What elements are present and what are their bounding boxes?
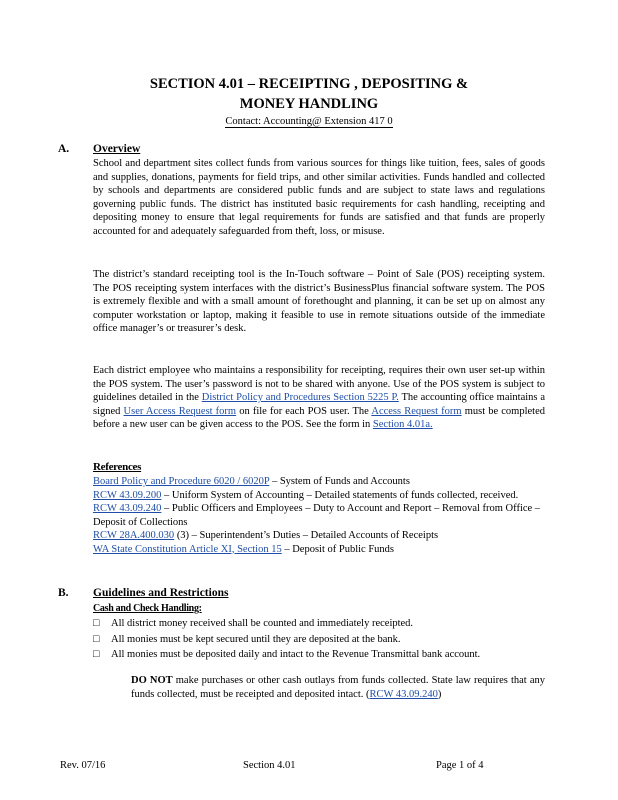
reference-item (93, 489, 545, 503)
footer-revision: Rev. 07/16 (60, 760, 106, 771)
note-end: ) (437, 688, 442, 700)
section-b-letter: B. (58, 587, 69, 599)
para3-text-b: The accounting office maintains a signed (93, 392, 546, 417)
reference-item (93, 502, 545, 529)
section-a-letter: A. (58, 143, 70, 155)
reference-link[interactable]: RCW 43.09.240 (93, 503, 162, 514)
references-list (93, 475, 545, 556)
reference-link[interactable]: WA State Constitution Article XI, Section 15 (93, 543, 282, 555)
rcw-link[interactable]: RCW 43.09.240 (369, 688, 438, 700)
overview-paragraph-1: School and department sites collect funds from various sources for things like tuition, fees, sales of goods and supplies, donations, payments for field trips, and other similar activities. Funds handled and collected by schools and departments are considered public funds and are subject to state laws and regulations governing public funds. The district has instituted basic requirements for cash handling, receipting and depositing money to ensure that legal requirements for funds are satisfied and that funds are properly accounted for and adequately safeguarded from theft, loss, or misuse. (93, 158, 545, 237)
overview-paragraph-3 (93, 364, 545, 432)
section-title-line1: SECTION 4.01 – RECEIPTING , DEPOSITING & (149, 76, 469, 92)
guidelines-heading: Guidelines and Restrictions (93, 587, 229, 599)
reference-text: – System of Funds and Accounts (269, 476, 410, 487)
reference-item (93, 475, 545, 489)
reference-link[interactable]: Board Policy and Procedure 6020 / 6020P (93, 476, 270, 487)
overview-heading: Overview (93, 143, 141, 155)
access-request-form-link[interactable]: Access Request form (371, 405, 462, 417)
reference-link[interactable]: RCW 28A.400.030 (93, 530, 175, 541)
bullet-item (93, 617, 545, 631)
do-not-label: DO NOT (131, 675, 173, 686)
bullet-item (93, 633, 545, 647)
para3-text-a: Each district employee who maintains a responsibility for receipting, requires their own user set-up within the POS system. The user’s password is not to be shared with anyone. Use of the POS system is subject to guidelines detailed in the (93, 365, 545, 403)
do-not-note (131, 674, 545, 701)
contact-line (0, 115, 618, 129)
cash-check-subheading: Cash and Check Handling: (93, 603, 202, 614)
bullet-text: All district money received shall be counted and immediately receipted. (111, 618, 414, 629)
note-text: make purchases or other cash outlays from funds collected. State law requires that any funds collected, must be receipted and deposited intact. ( (131, 675, 545, 700)
para3-text-d: must be completed before a new user can be given access to the POS. See the form in (93, 405, 545, 430)
bullet-text: All monies must be deposited daily and intact to the Revenue Transmittal bank account. (111, 649, 481, 660)
user-access-request-link[interactable]: User Access Request form (123, 405, 237, 417)
overview-paragraph-2: The district’s standard receipting tool is the In-Touch software – Point of Sale (POS) receipting system. The POS receipting system interfaces with the district’s BusinessPlus financial software system. The POS is extremely flexible and with a small amount of forethought and planning, it can be set up on almost any computer workstation or laptop, making it feasible to use in remote situations outside of the immediate office manager’s or treasurer’s desk. (93, 269, 545, 334)
bullet-text: All monies must be kept secured until they are deposited at the bank. (111, 633, 401, 645)
para3-text-c: on file for each POS user. The (236, 405, 372, 417)
district-policy-link[interactable]: District Policy and Procedures Section 5225 P. (201, 392, 399, 403)
footer-section: Section 4.01 (243, 760, 296, 771)
reference-text: (3) – Superintendent’s Duties – Detailed Accounts of Receipts (174, 530, 439, 541)
reference-text: – Public Officers and Employees – Duty to Account and Report – Removal from Office – Deposit of Collections (93, 503, 541, 528)
bullet-item (93, 648, 545, 662)
cash-handling-bullets (93, 617, 545, 662)
checkbox-bullet-icon: □ (93, 649, 100, 660)
footer-page-number: Page 1 of 4 (436, 760, 484, 771)
section-401a-link[interactable]: Section 4.01a. (372, 419, 433, 430)
reference-text: – Deposit of Public Funds (281, 543, 394, 555)
checkbox-bullet-icon: □ (93, 633, 100, 645)
contact-text: Contact: Accounting@ Extension 417 0 (225, 116, 393, 127)
checkbox-bullet-icon: □ (93, 618, 100, 629)
reference-item (93, 543, 545, 557)
section-title-line2: MONEY HANDLING (239, 96, 379, 112)
reference-link[interactable]: RCW 43.09.200 (93, 489, 162, 501)
reference-text: – Uniform System of Accounting – Detailed statements of funds collected, received. (161, 489, 519, 501)
references-heading: References (93, 461, 142, 473)
reference-item (93, 529, 545, 543)
